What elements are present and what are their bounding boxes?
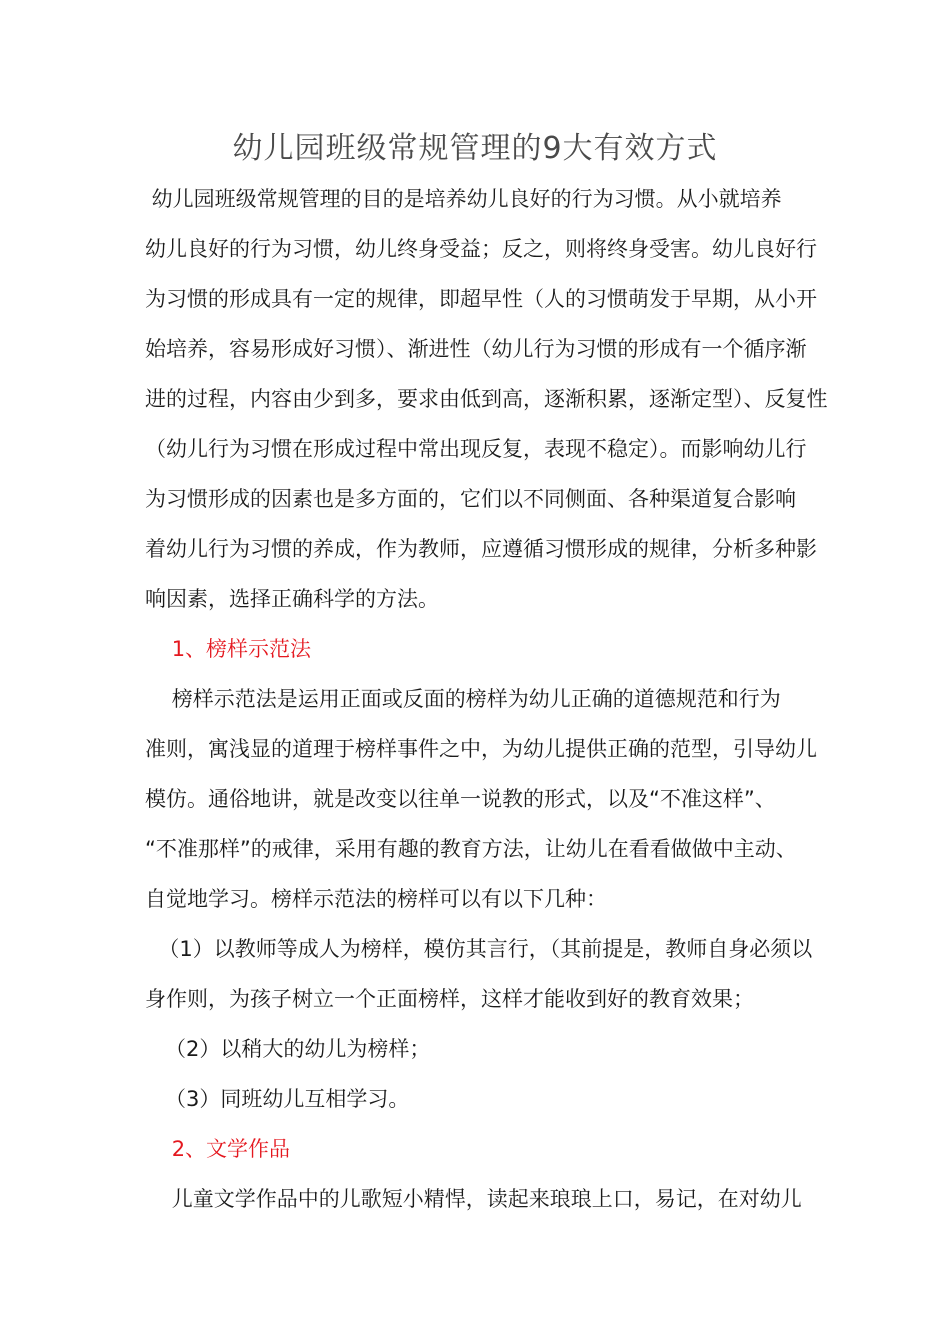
section-heading-2: 2、文学作品 xyxy=(145,1137,291,1161)
paragraph-line: 自觉地学习。榜样示范法的榜样可以有以下几种： xyxy=(145,887,607,911)
paragraph-line: 进的过程，内容由少到多，要求由低到高，逐渐积累，逐渐定型）、反复性 xyxy=(145,387,828,411)
paragraph-line: 着幼儿行为习惯的养成，作为教师，应遵循习惯形成的规律，分析多种影 xyxy=(145,537,817,561)
paragraph-line: （2）以稍大的幼儿为榜样； xyxy=(145,1037,431,1061)
paragraph-line: （幼儿行为习惯在形成过程中常出现反复，表现不稳定）。而影响幼儿行 xyxy=(145,437,807,461)
paragraph-line: 为习惯形成的因素也是多方面的，它们以不同侧面、各种渠道复合影响 xyxy=(145,487,796,511)
paragraph-line: 身作则，为孩子树立一个正面榜样，这样才能收到好的教育效果； xyxy=(145,987,754,1011)
paragraph-line: 模仿。通俗地讲，就是改变以往单一说教的形式，以及“不准这样”、 xyxy=(145,787,776,811)
section-heading-1: 1、榜样示范法 xyxy=(145,637,312,661)
paragraph-line: 幼儿园班级常规管理的目的是培养幼儿良好的行为习惯。从小就培养 xyxy=(145,187,782,211)
paragraph-line: （3）同班幼儿互相学习。 xyxy=(145,1087,410,1111)
document-title: 幼儿园班级常规管理的9大有效方式 xyxy=(232,131,718,166)
paragraph-line: 幼儿良好的行为习惯，幼儿终身受益；反之，则将终身受害。幼儿良好行 xyxy=(145,237,817,261)
paragraph-line: 儿童文学作品中的儿歌短小精悍，读起来琅琅上口，易记，在对幼儿 xyxy=(145,1187,802,1211)
paragraph-line: （1）以教师等成人为榜样，模仿其言行，（其前提是，教师自身必须以 xyxy=(145,937,813,961)
paragraph-line: 准则，寓浅显的道理于榜样事件之中，为幼儿提供正确的范型，引导幼儿 xyxy=(145,737,817,761)
paragraph-line: 响因素，选择正确科学的方法。 xyxy=(145,587,439,611)
paragraph-line: 为习惯的形成具有一定的规律，即超早性（人的习惯萌发于早期，从小开 xyxy=(145,287,817,311)
paragraph-line: “不准那样”的戒律，采用有趣的教育方法，让幼儿在看看做做中主动、 xyxy=(145,837,797,861)
paragraph-line: 始培养，容易形成好习惯）、渐进性（幼儿行为习惯的形成有一个循序渐 xyxy=(145,337,807,361)
paragraph-line: 榜样示范法是运用正面或反面的榜样为幼儿正确的道德规范和行为 xyxy=(145,687,781,711)
